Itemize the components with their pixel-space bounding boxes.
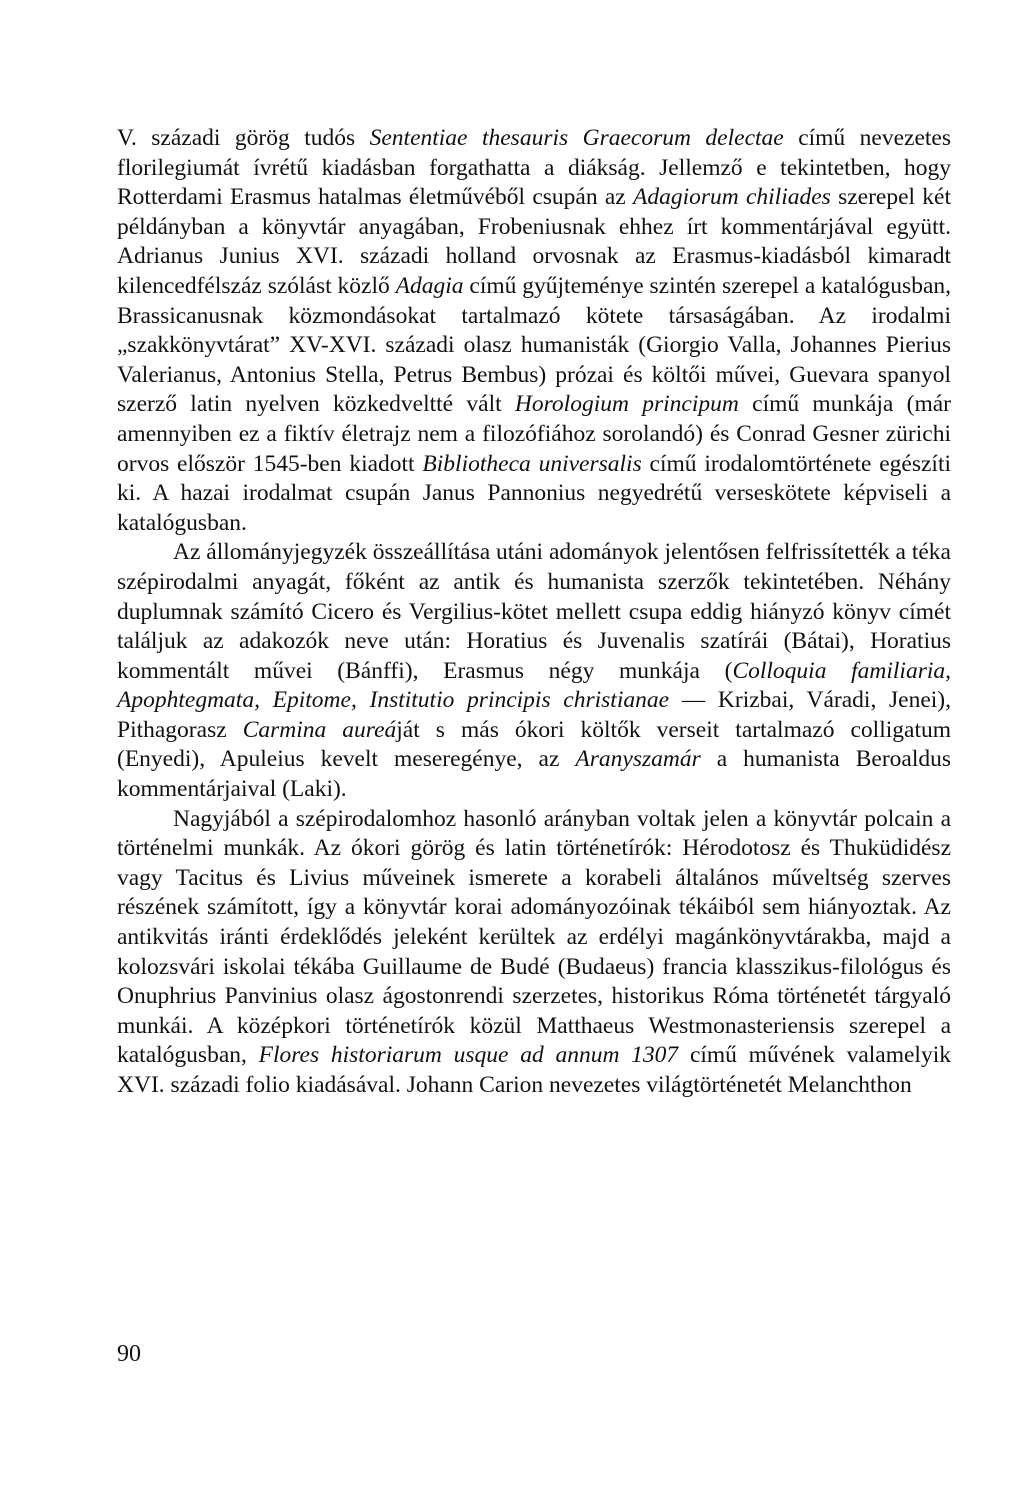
italic-title-text: Bibliotheca universalis <box>422 450 642 477</box>
italic-title-text: Adagiorum chiliades <box>632 184 831 211</box>
body-text: című nevezetes florilegiumát ívrétű kiadásban forgathatta a diákság. Jellemző e tekintetben, hogy Rotterdami Erasmus hatalmas életművéből csupán az <box>117 125 951 211</box>
body-text: V. századi görög tudós <box>117 125 370 151</box>
body-text: ját s más ókori költők verseit tartalmazó colligatum (Enyedi), Apuleius kevelt meseregénye, az <box>117 716 952 773</box>
paragraph-3 <box>117 805 951 1101</box>
italic-title-text: Adagia <box>395 272 464 299</box>
paragraph-2 <box>117 538 951 804</box>
paragraph-1 <box>117 124 951 538</box>
body-text: Nagyjából a szépirodalomhoz hasonló arányban voltak jelen a könyvtár polcain a történelmi munkák. Az ókori görög és latin történetírók: Hérodotosz és Thuküdidész vagy Tacitus és Livius műveinek ismerete a korabeli általános műveltség szerves részének számított, így a könyvtár korai adományozóinak tékáiból sem hiányoztak. Az antikvitás iránti érdeklődés jeleként kerültek az erdélyi magánkönyvtárakba, majd a kolozsvári iskolai tékába Guillaume de Budé (Budaeus) francia klasszikus-filológus és Onuphrius Panvinius olasz ágostonrendi szerzetes, historikus Róma történetét tárgyaló munkái. A középkori történetírók közül Matthaeus Westmonasteriensis szerepel a katalógusban, <box>117 805 951 1069</box>
italic-title-text: Sententiae thesauris Graecorum delectae <box>369 125 784 151</box>
body-text: a humanista Beroaldus kommentárjaival (Laki). <box>117 746 951 803</box>
italic-title-text: Flores historiarum usque ad annum 1307 <box>258 1042 679 1069</box>
body-text: szerepel két példányban a könyvtár anyagában, Frobeniusnak ehhez írt kommentárjával együtt. Adrianus Junius XVI. századi holland orvosnak az Erasmus-kiadásból kimaradt kilencedfélszáz szólást közlő <box>117 184 951 299</box>
page-number: 90 <box>117 1341 141 1367</box>
body-text: című irodalomtörténete egészíti ki. A hazai irodalmat csupán Janus Pannonius negyedrétű verseskötete képviseli a katalógusban. <box>117 450 952 536</box>
body-text: — Krizbai, Váradi, Jenei), Pithagorasz <box>117 687 952 743</box>
italic-title-text: Aranyszamár <box>575 746 701 773</box>
italic-title-text: Colloquia familiaria, Apophtegmata, Epitome, Institutio principis christianae <box>117 657 951 714</box>
page-body <box>117 124 951 1101</box>
body-text: című gyűjteménye szintén szerepel a katalógusban, Brassicanusnak közmondásokat tartalmazó kötete társaságában. Az irodalmi „szakkönyvtárat” XV-XVI. századi olasz humanisták (Giorgio Valla, Johannes Pierius Valerianus, Antonius Stella, Petrus Bembus) prózai és költői művei, Guevara spanyol szerző latin nyelven közkedveltté vált <box>117 272 952 418</box>
body-text: című művének valamelyik XVI. századi folio kiadásával. Johann Carion nevezetes világtörténetét Melanchthon <box>117 1042 951 1098</box>
italic-title-text: Carmina aureá <box>242 716 397 743</box>
italic-title-text: Horologium principum <box>514 391 739 418</box>
body-text: Az állományjegyzék összeállítása utáni adományok jelentősen felfrissítették a téka szépirodalmi anyagát, főként az antik és humanista szerzők tekintetében. Néhány duplumnak számító Cicero és Vergilius-kötet mellett csupa eddig hiányzó könyv címét találjuk az adakozók neve után: Horatius és Juvenalis szatírái (Bátai), Horatius kommentált művei (Bánffi), Erasmus négy munkája ( <box>117 539 951 684</box>
body-text: című munkája (már amennyiben ez a fiktív életrajz nem a filozófiához sorolandó) és Conrad Gesner zürichi orvos először 1545-ben kiadott <box>117 391 951 477</box>
